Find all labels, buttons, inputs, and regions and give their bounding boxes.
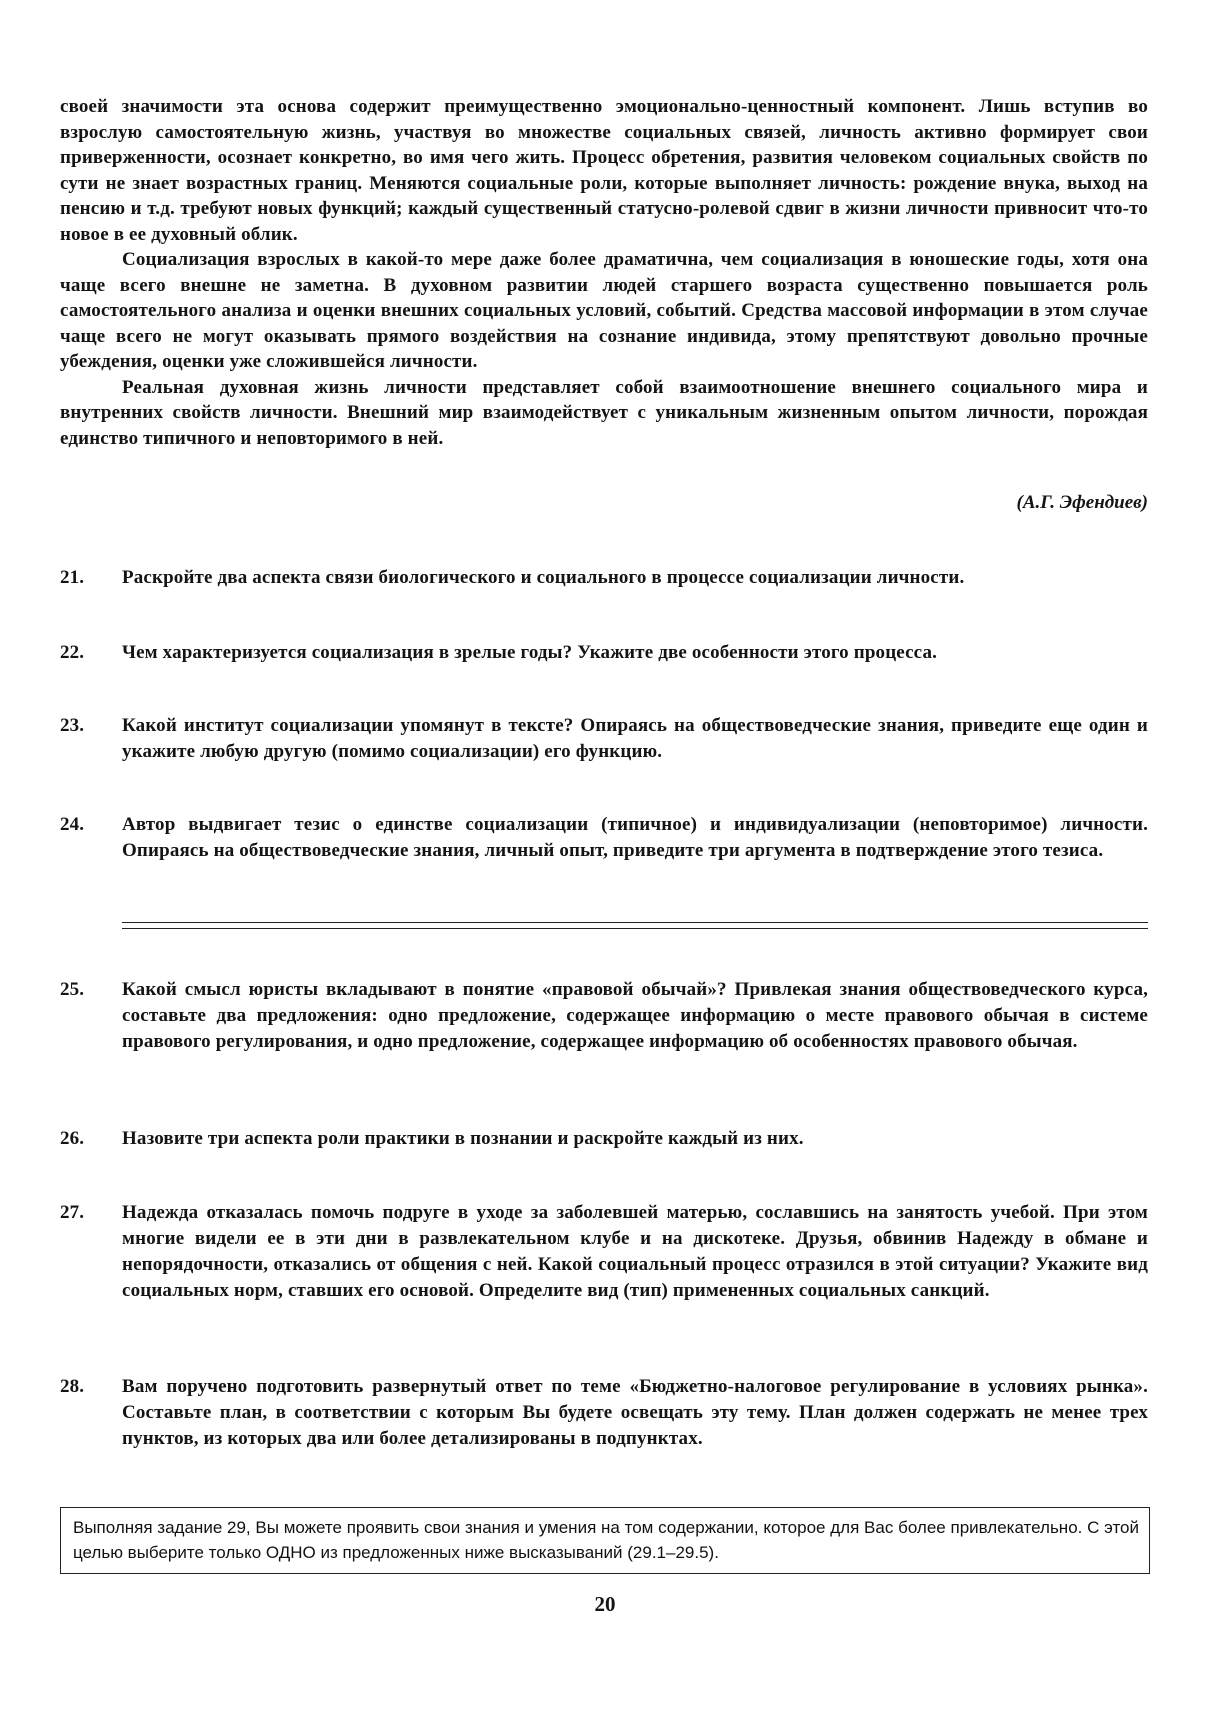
question-text: Автор выдвигает тезис о единстве социализации (типичное) и индивидуализации (неповторимое) личности. Опираясь на обществоведческие знания, личный опыт, приведите три аргумента в подтверждение этого тезиса. xyxy=(122,814,1148,861)
question-24 xyxy=(60,812,1148,864)
question-number: 24. xyxy=(60,814,85,835)
question-number: 21. xyxy=(60,567,85,588)
question-text: Назовите три аспекта роли практики в познании и раскройте каждый из них. xyxy=(122,1128,804,1149)
question-text: Надежда отказалась помочь подруге в уходе за заболевшей матерью, сославшись на занятость учебой. При этом многие видели ее в эти дни в развлекательном клубе и на дискотеке. Друзья, обвинив Надежду в обмане и непорядочности, отказались от общения с ней. Какой социальный процесс отразился в этой ситуации? Укажите вид социальных норм, ставших его основой. Определите вид (тип) примененных социальных санкций. xyxy=(122,1202,1148,1301)
question-23 xyxy=(60,713,1148,765)
instruction-box: Выполняя задание 29, Вы можете проявить свои знания и умения на том содержании, которое для Вас более привлекательно. С этой целью выберите только ОДНО из предложенных ниже высказываний (29.1–29.5). xyxy=(60,1507,1150,1574)
source-paragraph: своей значимости эта основа содержит преимущественно эмоционально-ценностный компонент. Лишь вступив во взрослую самостоятельную жизнь, участвуя во множестве социальных связей, личность активно формирует свои приверженности, осознает конкретно, во имя чего жить. Процесс обретения, развития человеком социальных свойств по сути не знает возрастных границ. Меняются социальные роли, которые выполняет личность: рождение внука, выход на пенсию и т.д. требуют новых функций; каждый существенный статусно-ролевой сдвиг в жизни личности привносит что-то новое в ее духовный облик. xyxy=(60,96,1148,245)
section-divider xyxy=(122,922,1148,929)
question-28 xyxy=(60,1374,1148,1452)
question-number: 25. xyxy=(60,979,85,1000)
source-text xyxy=(60,94,1148,451)
source-paragraph: Социализация взрослых в какой-то мере даже более драматична, чем социализация в юношеские годы, хотя она чаще всего внешне не заметна. В духовном развитии людей старшего возраста существенно повышается роль самостоятельного анализа и оценки внешних социальных условий, событий. Средства массовой информации в этом случае чаще всего не могут оказывать прямого воздействия на сознание индивида, этому препятствуют довольно прочные убеждения, оценки уже сложившейся личности. xyxy=(60,249,1148,372)
question-text: Чем характеризуется социализация в зрелые годы? Укажите две особенности этого процесса. xyxy=(122,642,938,663)
question-text: Какой институт социализации упомянут в тексте? Опираясь на обществоведческие знания, приведите еще один и укажите любую другую (помимо социализации) его функцию. xyxy=(122,715,1148,762)
question-number: 22. xyxy=(60,642,85,663)
question-number: 23. xyxy=(60,715,85,736)
question-text: Вам поручено подготовить развернутый ответ по теме «Бюджетно-налоговое регулирование в условиях рынка». Составьте план, в соответствии с которым Вы будете освещать эту тему. План должен содержать не менее трех пунктов, из которых два или более детализированы в подпунктах. xyxy=(122,1376,1148,1449)
question-22 xyxy=(60,640,1148,666)
question-text: Какой смысл юристы вкладывают в понятие «правовой обычай»? Привлекая знания обществоведческого курса, составьте два предложения: одно предложение, содержащее информацию о месте правового обычая в системе правового регулирования, и одно предложение, содержащее информацию об особенностях правового обычая. xyxy=(122,979,1148,1052)
question-21 xyxy=(60,565,1148,591)
question-number: 26. xyxy=(60,1128,85,1149)
question-25 xyxy=(60,977,1148,1055)
question-26 xyxy=(60,1126,1148,1152)
question-text: Раскройте два аспекта связи биологического и социального в процессе социализации личности. xyxy=(122,567,965,588)
source-author: (А.Г. Эфендиев) xyxy=(1016,492,1148,513)
question-number: 27. xyxy=(60,1202,85,1223)
page-number: 20 xyxy=(594,1592,616,1616)
question-number: 28. xyxy=(60,1376,85,1397)
source-paragraph: Реальная духовная жизнь личности представляет собой взаимоотношение внешнего социального мира и внутренних свойств личности. Внешний мир взаимодействует с уникальным жизненным опытом личности, порождая единство типичного и неповторимого в ней. xyxy=(60,376,1148,449)
question-27 xyxy=(60,1200,1148,1304)
